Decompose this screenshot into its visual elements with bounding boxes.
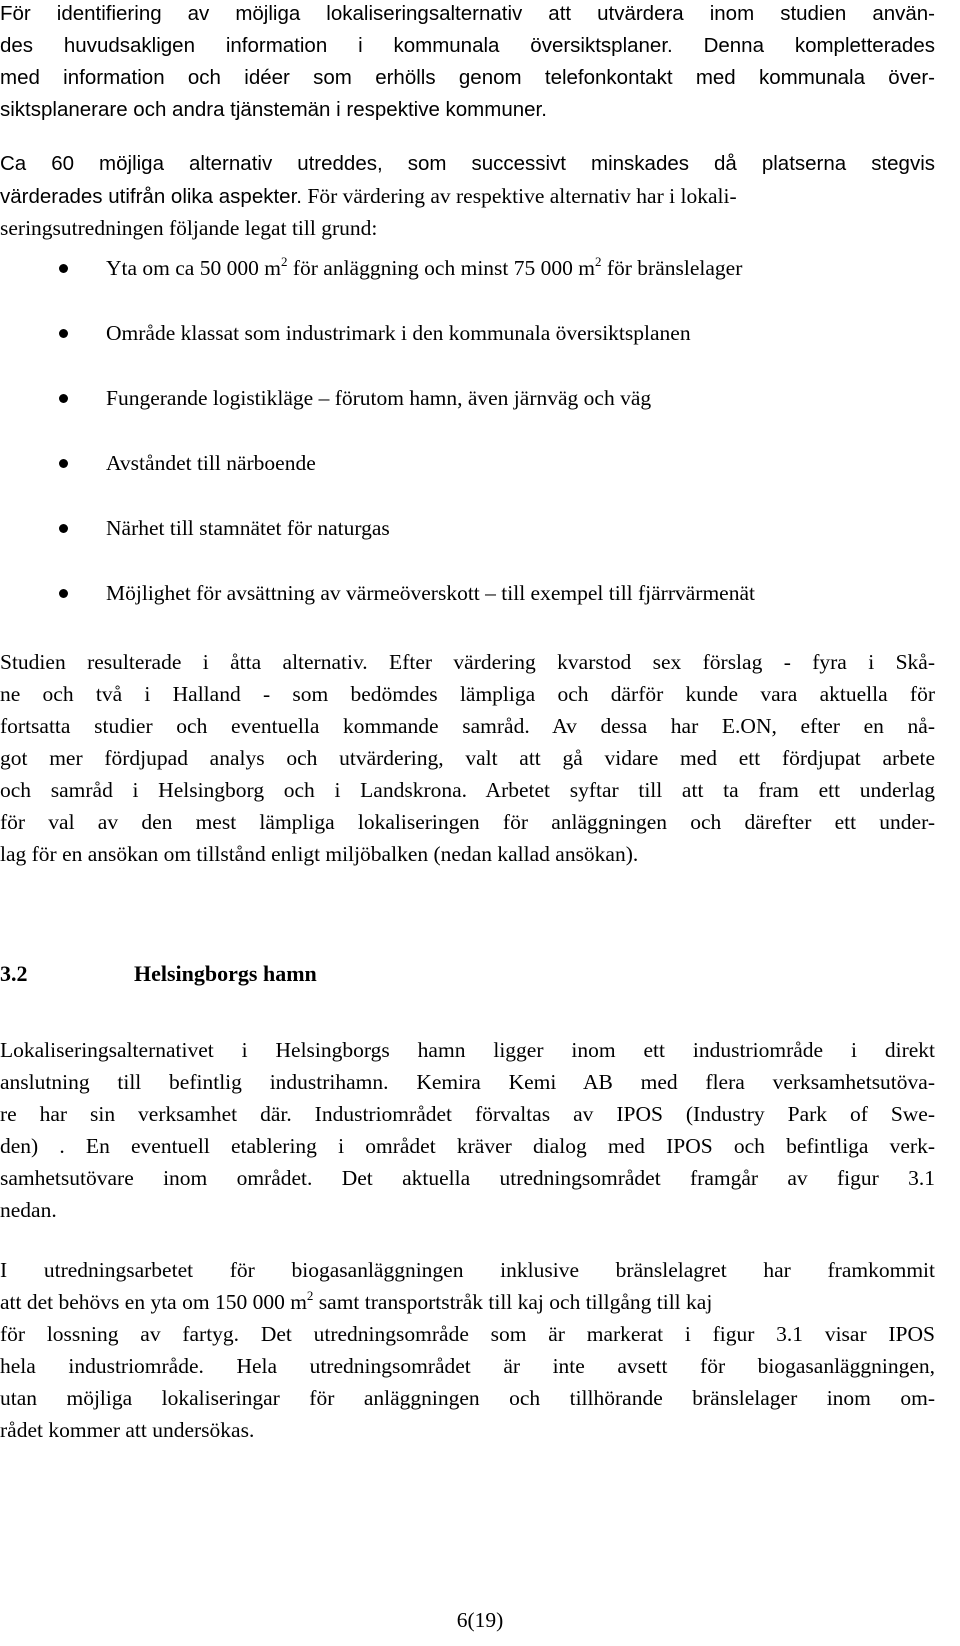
superscript: 2 [594,254,602,269]
text-line: ne och två i Halland - som bedömdes lämpliga och därför kunde vara aktuella för [0,682,935,706]
bullet-icon [59,459,68,468]
text-line: den) . En eventuell etablering i området kräver dialog med IPOS och befintliga verk- [0,1134,935,1158]
text-line: seringsutredningen följande legat till grund: [0,216,378,240]
text-segment: värderades utifrån olika aspekter. [0,185,302,208]
text-segment: Yta om ca 50 000 m [106,256,281,280]
text-segment: att det behövs en yta om 150 000 m [0,1290,307,1314]
evaluation-paragraph [0,148,935,244]
text-line: hela industriområde. Hela utredningsområdet är inte avsett för biogasanläggningen, [0,1354,935,1378]
text-line: för lossning av fartyg. Det utredningsområde som är markerat i figur 3.1 visar IPOS [0,1322,935,1346]
text-line: För identifiering av möjliga lokaliseringsalternativ att utvärdera inom studien använ- [0,2,935,25]
results-paragraph [0,646,935,870]
bullet-icon [59,589,68,598]
text-line: Studien resulterade i åtta alternativ. Efter värdering kvarstod sex förslag - fyra i Skå- [0,650,935,674]
section-title: Helsingborgs hamn [134,961,317,986]
superscript: 2 [280,254,288,269]
text-segment: samt transportstråk till kaj och tillgång till kaj [313,1290,713,1314]
page-number: 6(19) [456,1608,504,1632]
text-line: siktsplanerare och andra tjänstemän i respektive kommuner. [0,98,547,121]
investigation-paragraph [0,1254,935,1446]
bullet-icon [59,264,68,273]
text-line: Lokaliseringsalternativet i Helsingborgs hamn ligger inom ett industriområde i direkt [0,1038,935,1062]
bullet-icon [59,524,68,533]
list-item-text: Närhet till stamnätet för naturgas [106,516,390,540]
text-line: nedan. [0,1198,57,1222]
list-item-text [106,252,742,284]
text-line: Ca 60 möjliga alternativ utreddes, som successivt minskades då platserna stegvis [0,152,935,175]
text-line: I utredningsarbetet för biogasanläggningen inklusive bränslelagret har framkommit [0,1258,935,1282]
text-segment: för bränslelager [601,256,743,280]
list-item-text: Möjlighet för avsättning av värmeöverskott – till exempel till fjärrvärmenät [106,581,755,605]
bullet-icon [59,329,68,338]
text-line: anslutning till befintlig industrihamn. Kemira Kemi AB med flera verksamhetsutöva- [0,1070,935,1094]
text-line [0,180,935,212]
list-item-text: Avståndet till närboende [106,451,316,475]
text-line: utan möjliga lokaliseringar för anläggningen och tillhörande bränslelager inom om- [0,1386,935,1410]
superscript: 2 [306,1288,314,1303]
text-line: re har sin verksamhet där. Industriområdet förvaltas av IPOS (Industry Park of Swe- [0,1102,935,1126]
text-segment: för anläggning och minst 75 000 m [287,256,595,280]
list-item-text: Område klassat som industrimark i den kommunala översiktsplanen [106,321,691,345]
text-line: des huvudsakligen information i kommunala översiktsplaner. Denna kompletterades [0,34,935,57]
text-line: rådet kommer att undersökas. [0,1418,255,1442]
location-paragraph [0,1034,935,1226]
text-line: och samråd i Helsingborg och i Landskrona. Arbetet syftar till att ta fram ett underlag [0,778,935,802]
list-item-text: Fungerande logistikläge – förutom hamn, även järnväg och väg [106,386,652,410]
text-line: fortsatta studier och eventuella kommande samråd. Av dessa har E.ON, efter en nå- [0,714,935,738]
intro-paragraph [0,0,935,126]
text-line: med information och idéer som erhölls genom telefonkontakt med kommunala över- [0,66,935,89]
bullet-icon [59,394,68,403]
text-line: got mer fördjupad analys och utvärdering, valt att gå vidare med ett fördjupat arbete [0,746,935,770]
text-line: för val av den mest lämpliga lokaliseringen för anläggningen och därefter ett under- [0,810,935,834]
text-segment: För värdering av respektive alternativ har i lokali- [301,184,737,208]
text-line [0,1286,935,1318]
text-line: samhetsutövare inom området. Det aktuella utredningsområdet framgår av figur 3.1 [0,1166,935,1190]
section-number: 3.2 [0,961,28,986]
text-line: lag för en ansökan om tillstånd enligt miljöbalken (nedan kallad ansökan). [0,842,639,866]
